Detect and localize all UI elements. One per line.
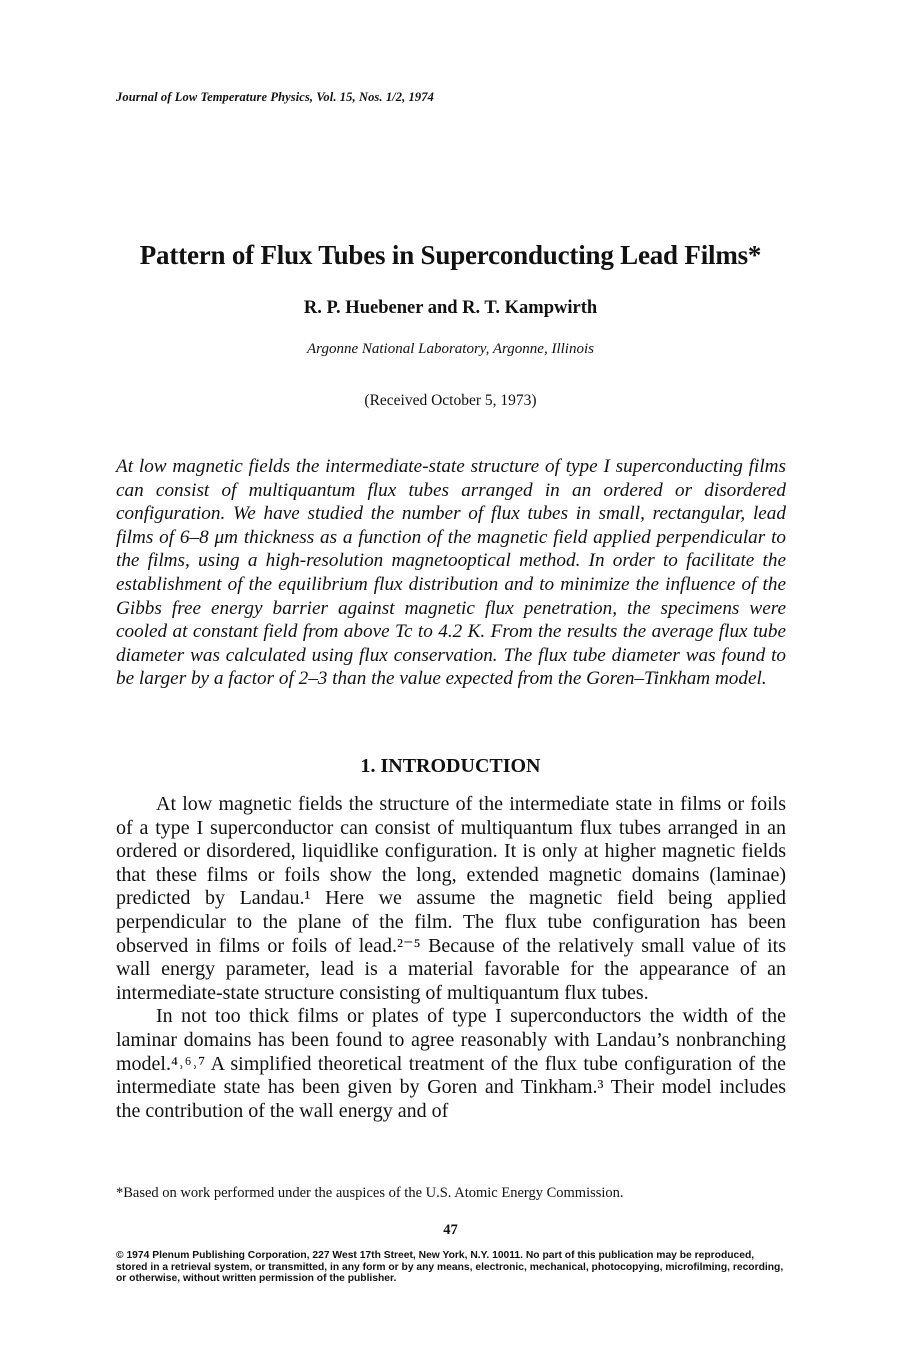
- intro-paragraph-2: In not too thick films or plates of type I superconductors the width of the laminar domains has been found to agree reasonably with Landau’s nonbranching model.⁴˒⁶˒⁷ A simplified theoretical treatment of the flux tube configuration of the intermediate state has been given by Goren and Tinkham.³ Their model includes the contribution of the wall energy and of: [116, 1005, 786, 1122]
- section-heading-introduction: 1. INTRODUCTION: [360, 755, 541, 777]
- journal-citation: Journal of Low Temperature Physics, Vol. 15, Nos. 1/2, 1974: [116, 90, 434, 104]
- author-affiliation: Argonne National Laboratory, Argonne, Illinois: [307, 341, 594, 357]
- intro-paragraph-1: At low magnetic fields the structure of the intermediate state in films or foils of a type I superconductor can consist of multiquantum flux tubes arranged in an ordered or disordered, liquidlike configuration. It is only at higher magnetic fields that these films or foils show the long, extended magnetic domains (laminae) predicted by Landau.¹ Here we assume the magnetic field being applied perpendicular to the plane of the film. The flux tube configuration has been observed in films or foils of lead.²⁻⁵ Because of the relatively small value of its wall energy parameter, lead is a material favorable for the appearance of an intermediate-state structure consisting of multiquantum flux tubes.: [116, 793, 786, 1004]
- copyright-notice: © 1974 Plenum Publishing Corporation, 227 West 17th Street, New York, N.Y. 10011. No part of this publication may be reproduced, stored in a retrieval system, or transmitted, in any form or by any means, electronic, mechanical, photocopying, microfilming, recording, or otherwise, without written permission of the publisher.: [116, 1250, 784, 1284]
- introduction-body: [116, 793, 786, 1123]
- received-date: (Received October 5, 1973): [364, 392, 537, 409]
- page-number: 47: [443, 1222, 458, 1238]
- footnote: *Based on work performed under the auspices of the U.S. Atomic Energy Commission.: [116, 1185, 624, 1201]
- article-title: Pattern of Flux Tubes in Superconducting Lead Films*: [139, 240, 762, 270]
- abstract: At low magnetic fields the intermediate-state structure of type I superconducting films can consist of multiquantum flux tubes arranged in an ordered or disordered configuration. We have studied the number of flux tubes in small, rectangular, lead films of 6–8 μm thickness as a function of the magnetic field applied perpendicular to the films, using a high-resolution magnetooptical method. In order to facilitate the establishment of the equilibrium flux distribution and to minimize the influence of the Gibbs free energy barrier against magnetic flux penetration, the specimens were cooled at constant field from above Tc to 4.2 K. From the results the average flux tube diameter was calculated using flux conservation. The flux tube diameter was found to be larger by a factor of 2–3 than the value expected from the Goren–Tinkham model.: [116, 456, 786, 690]
- article-authors: R. P. Huebener and R. T. Kampwirth: [303, 298, 598, 318]
